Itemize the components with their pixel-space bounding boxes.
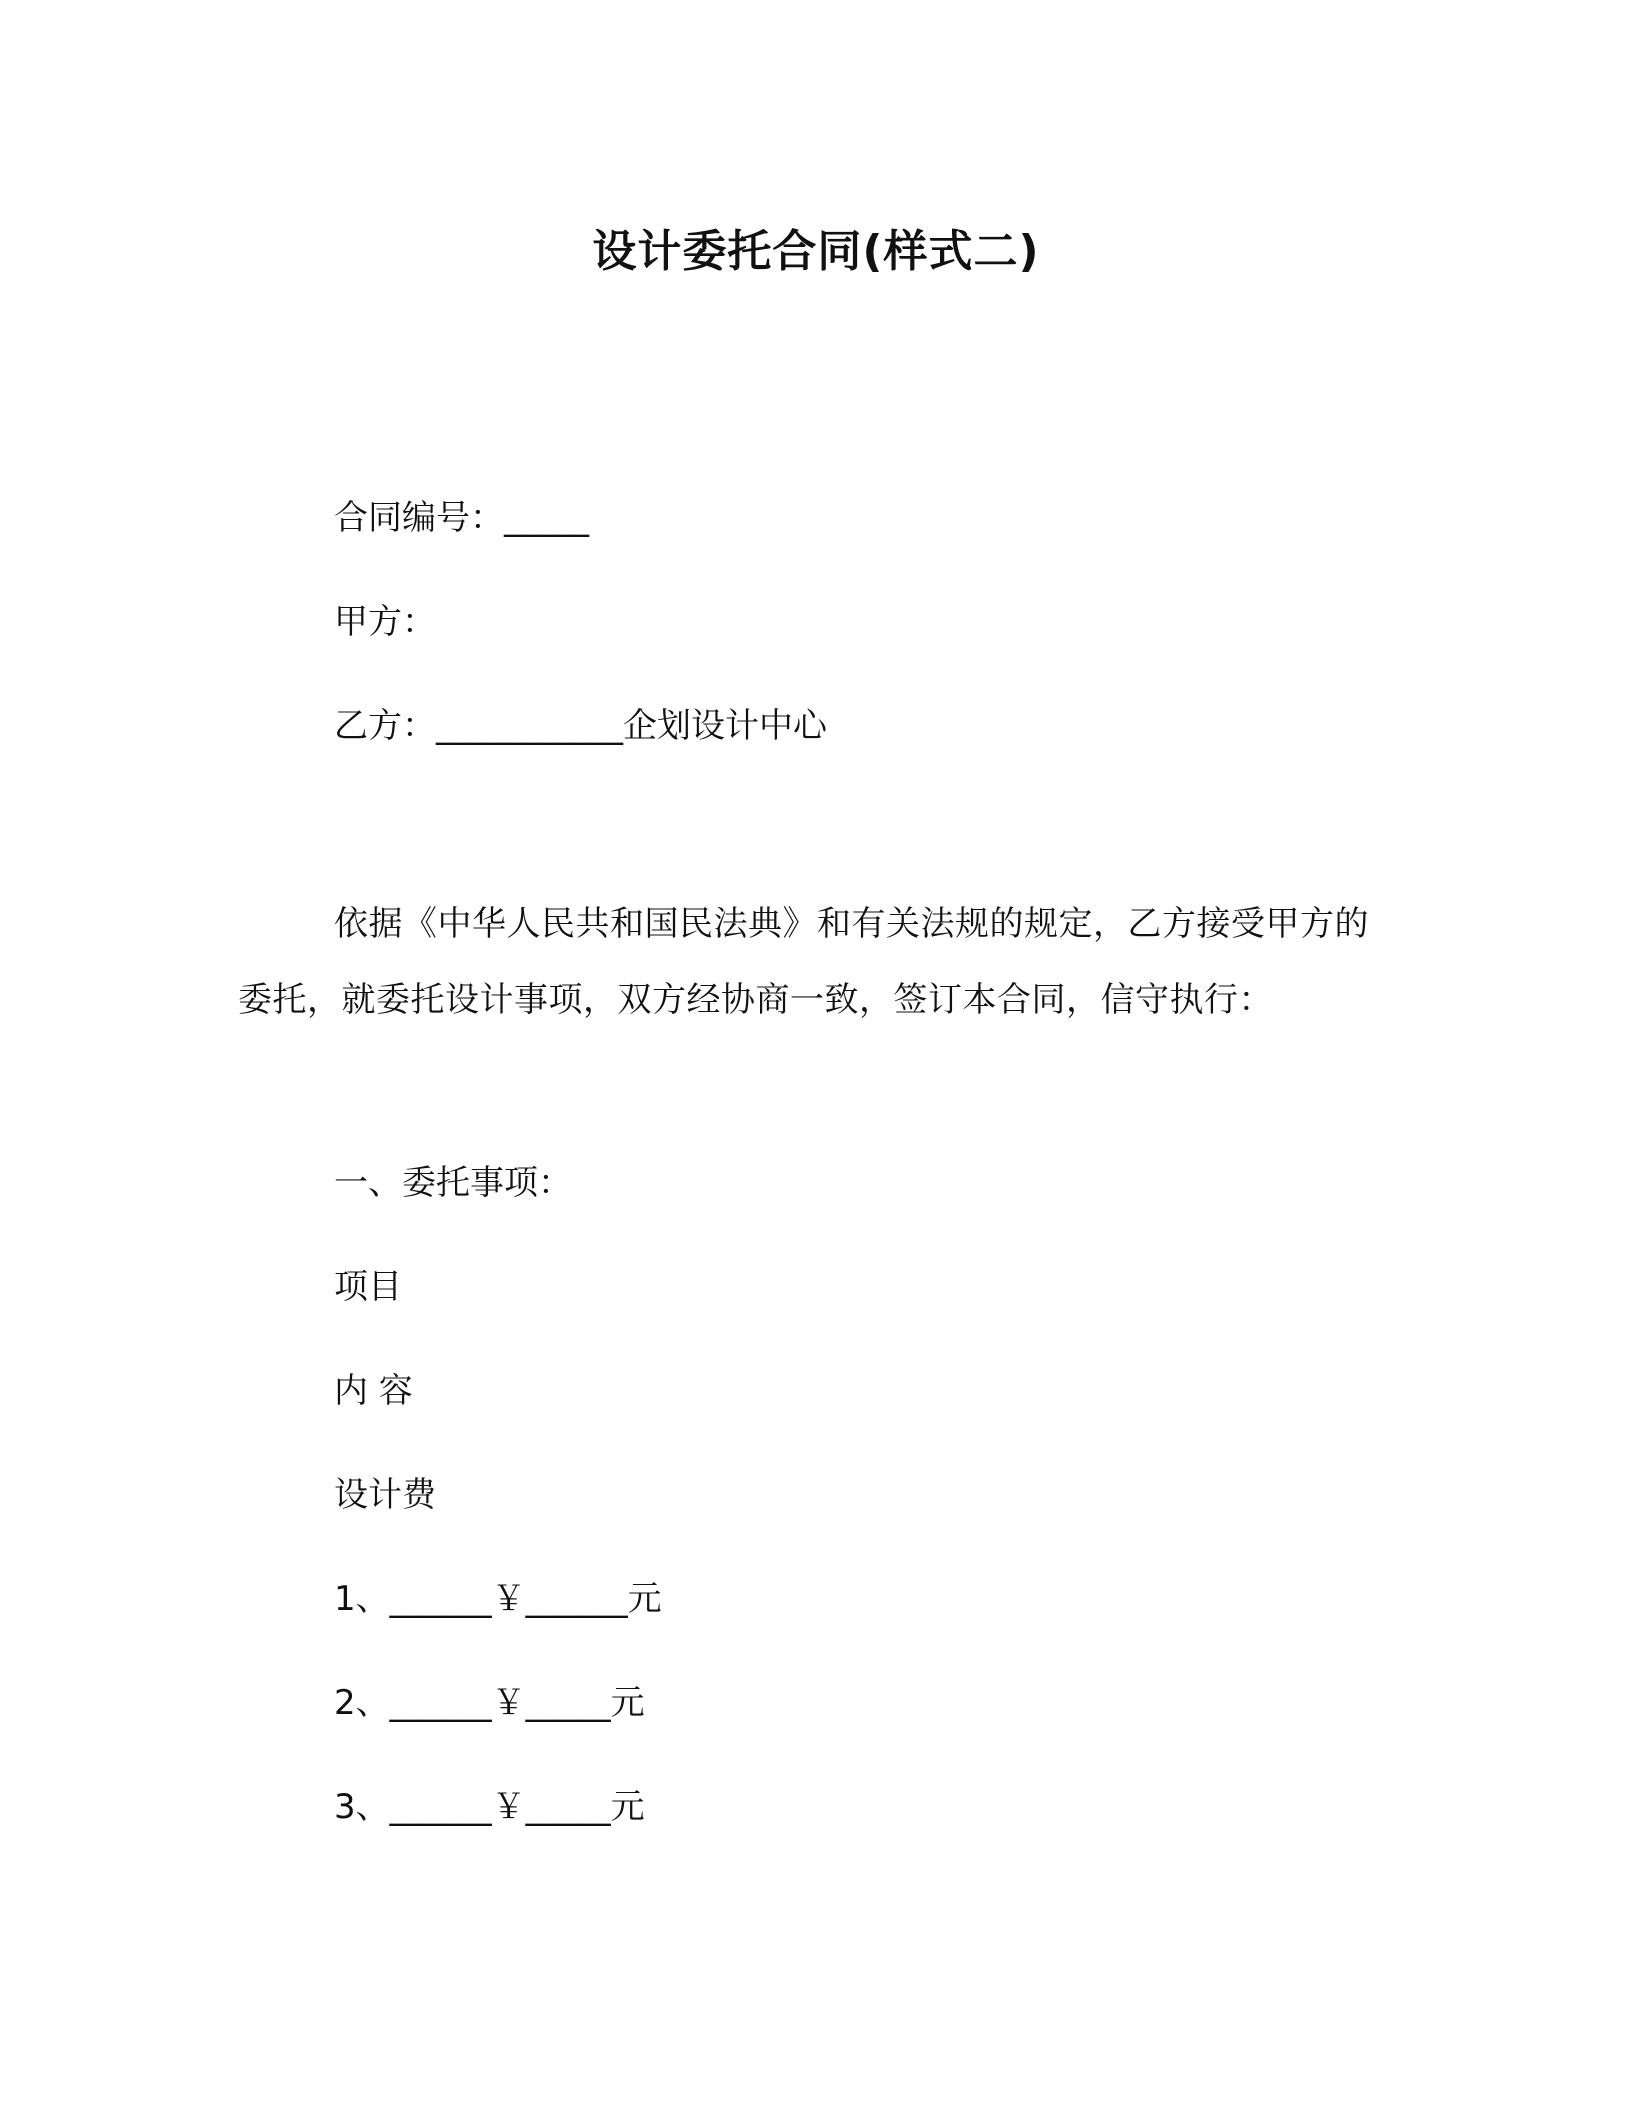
section-heading: 一、委托事项： [334,1163,572,1203]
table-header-content: 内 容 [334,1371,413,1411]
document-title: 设计委托合同(样式二) [592,226,1040,277]
fee-item-2: 2、______￥_____元 [334,1683,645,1723]
preamble-paragraph: 依据《中华人民共和国民法典》和有关法规的规定，乙方接受甲方的委托，就委托设计事项，双方经协商一致，签订本合同，信守执行： [238,904,1369,1020]
table-header-fee: 设计费 [334,1475,436,1515]
party-b-line: 乙方：___________企划设计中心 [334,706,827,746]
fee-item-3: 3、______￥_____元 [334,1787,645,1827]
contract-number-line: 合同编号：_____ [334,498,589,538]
fee-item-1: 1、______￥______元 [334,1579,662,1619]
party-a-line: 甲方： [334,602,436,642]
table-header-item: 项目 [334,1267,402,1307]
